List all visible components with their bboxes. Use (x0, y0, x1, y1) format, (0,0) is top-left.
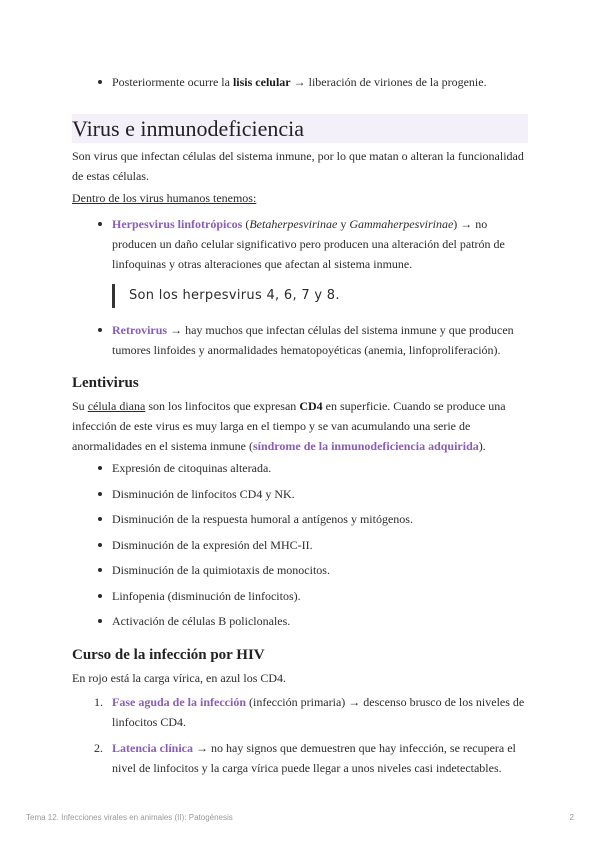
subsection-heading: Curso de la infección por HIV (72, 647, 265, 663)
page-footer (26, 808, 574, 828)
list-item: Herpesvirus linfotrópicos (Betaherpesvirinae y Gammaherpesvirinae) → no producen un daño celular significativo pero producen una alteración del patrón de linfoquinas y otras alteraciones que afectan al sistema inmune. (72, 214, 528, 274)
footer-title: Tema 12. Infecciones virales en animales (II): Patogénesis (26, 813, 233, 822)
term-fase-aguda: Fase aguda de la infección (112, 695, 246, 709)
bold-term: lisis celular (232, 75, 291, 89)
list-item: Disminución de linfocitos CD4 y NK. (72, 484, 528, 504)
list-item: Activación de células B policlonales. (72, 611, 528, 631)
subsection-heading: Lentivirus (72, 375, 139, 391)
paragraph-underlined: Dentro de los virus humanos tenemos: (72, 191, 257, 205)
list-item: Linfopenia (disminución de linfocitos). (72, 586, 528, 606)
list-item: Posteriormente ocurre la lisis celular → liberación de viriones de la progenie. (72, 72, 528, 92)
virus-list (72, 214, 528, 274)
term-latencia: Latencia clínica (112, 741, 193, 755)
section-heading: Virus e inmunodeficiencia (72, 114, 528, 143)
paragraph: Su célula diana son los linfocitos que expresan CD4 en superficie. Cuando se produce una infección de este virus es muy larga en el tiempo y se van acumulando una serie de anormalidades en el sistema inmune (síndrome de la inmunodeficiencia adquirida). (72, 399, 506, 453)
list-item: Disminución de la expresión del MHC-II. (72, 535, 528, 555)
term-retrovirus: Retrovirus (112, 323, 168, 337)
paragraph: Son virus que infectan células del sistema inmune, por lo que matan o alteran la funcionalidad de estas células. (72, 149, 524, 183)
intro-list (72, 72, 528, 92)
list-item: 2. Latencia clínica → no hay signos que demuestren que hay infección, se recupera el nivel de linfocitos y la carga vírica puede llegar a unos niveles casi indetectables. (94, 741, 516, 775)
blockquote: Son los herpesvirus 4, 6, 7 y 8. (112, 284, 340, 308)
list-item: Disminución de la respuesta humoral a antígenos y mitógenos. (72, 509, 528, 529)
paragraph: En rojo está la carga vírica, en azul los CD4. (72, 671, 287, 685)
list-item: Retrovirus → hay muchos que infectan células del sistema inmune y que producen tumores linfoides y anormalidades hematopoyéticas (anemia, linfoproliferación). (72, 320, 528, 360)
page-number: 2 (569, 813, 574, 822)
term-sida: síndrome de la inmunodeficiencia adquirida (252, 439, 479, 453)
list-item: Disminución de la quimiotaxis de monocitos. (72, 560, 528, 580)
hiv-phases-list (72, 692, 528, 778)
lentivirus-effects-list (72, 458, 528, 631)
list-item: 1. Fase aguda de la infección (infección primaria) → descenso brusco de los niveles de linfocitos CD4. (94, 695, 525, 729)
list-item: Expresión de citoquinas alterada. (72, 458, 528, 478)
term-herpesvirus: Herpesvirus linfotrópicos (112, 217, 243, 231)
retrovirus-list (72, 320, 528, 360)
